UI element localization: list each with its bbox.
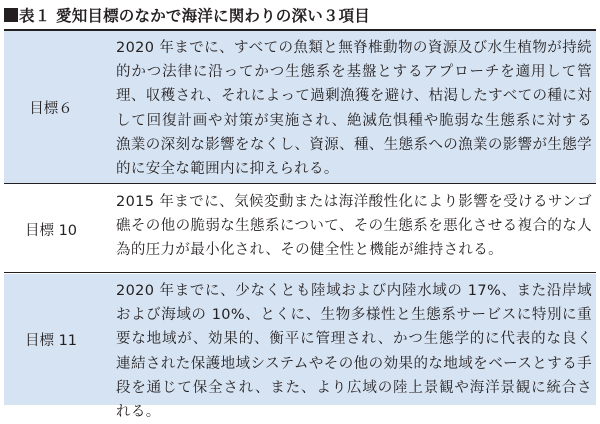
target-description: 2020 年までに、すべての魚類と無脊椎動物の資源及び水生植物が持続的かつ法律に沿ってかつ生態系を基盤とするアプローチを適用して管理、収穫され、それによって過剰漁獲を避け、枯渇したすべての種に対して回復計画や対策が実施され、絶滅危惧種や脆弱な生態系に対する漁業の深刻な影響をなくし、資源、種、生態系への漁業の影響が生態学的に安全な範囲内に抑えられる。 [98, 31, 596, 184]
target-label: 目標６ [4, 31, 98, 184]
target-description: 2015 年までに、気候変動または海洋酸性化により影響を受けるサンゴ礁その他の脆弱な生態系について、その生態系を悪化させる複合的な人為的圧力が最小化され、その健全性と機能が維持される。 [98, 185, 596, 273]
table-row-target-10 [4, 185, 596, 273]
target-label: 目標 10 [4, 185, 98, 273]
table-caption [4, 4, 370, 26]
targets-table [4, 29, 596, 421]
table-row-target-11 [4, 274, 596, 421]
target-label: 目標 11 [4, 274, 98, 405]
table-row-target-6 [4, 31, 596, 184]
target-description: 2020 年までに、少なくとも陸域および内陸水域の 17%、また沿岸域および海域の 10%、とくに、生物多様性と生態系サービスに特別に重要な地域が、効果的、衡平に管理され、かつ生態学的に代表的な良く連結された保護地域システムやその他の効果的な地域をベースとする手段を通じて保全され、また、より広域の陸上景観や海洋景観に統合される。 [98, 274, 596, 405]
black-square-icon [4, 8, 18, 22]
table-caption-text: 表１ 愛知目標のなかで海洋に関わりの深い３項目 [19, 7, 370, 25]
